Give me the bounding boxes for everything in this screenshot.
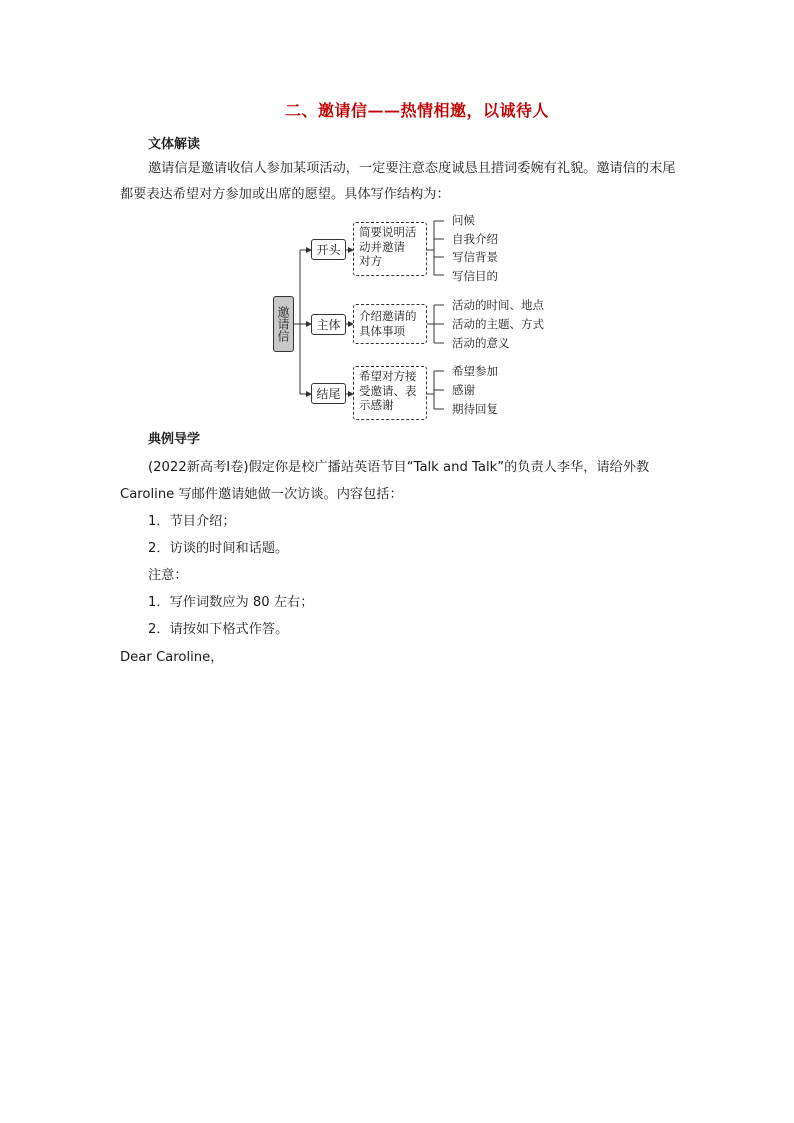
branch-node-closing: 结尾 bbox=[311, 383, 346, 404]
content-item: 1．节目介绍； bbox=[148, 514, 236, 529]
box-line: 受邀请、表 bbox=[359, 383, 417, 398]
leaf-item: 问候 bbox=[452, 213, 475, 227]
box-line: 具体事项 bbox=[359, 323, 405, 338]
leaf-item: 写信背景 bbox=[452, 250, 498, 264]
note-label: 注意： bbox=[148, 568, 188, 583]
leaf-item: 活动的主题、方式 bbox=[452, 317, 544, 331]
prompt-line-1: (2022新高考Ⅰ卷)假定你是校广播站英语节目“Talk and Talk”的负责人李华，请给外教 bbox=[148, 460, 650, 475]
diagram-root-node: 邀请信 bbox=[273, 296, 294, 352]
branch-box-body bbox=[353, 304, 427, 344]
box-line: 介绍邀请的 bbox=[359, 309, 417, 323]
prompt-line-2: Caroline 写邮件邀请她做一次访谈。内容包括： bbox=[120, 487, 403, 502]
salutation: Dear Caroline， bbox=[120, 650, 224, 665]
branch-node-opening: 开头 bbox=[311, 239, 346, 260]
leaf-item: 活动的意义 bbox=[452, 336, 510, 350]
box-line: 示感谢 bbox=[359, 398, 394, 412]
leaf-item: 希望参加 bbox=[452, 364, 498, 378]
note-item: 2．请按如下格式作答。 bbox=[148, 622, 289, 637]
section-heading-example: 典例导学 bbox=[148, 432, 201, 447]
leaf-item: 活动的时间、地点 bbox=[452, 298, 544, 312]
page-title: 二、邀请信——热情相邀，以诚待人 bbox=[284, 101, 549, 120]
genre-paragraph: 邀请信是邀请收信人参加某项活动，一定要注意态度诚恳且措词委婉有礼貌。邀请信的末尾都要表达希望对方参加或出席的愿望。具体写作结构为： bbox=[120, 161, 676, 202]
box-line: 希望对方接 bbox=[359, 369, 417, 383]
box-line: 简要说明活 bbox=[359, 225, 417, 239]
note-item: 1．写作词数应为 80 左右； bbox=[148, 595, 314, 610]
leaf-item: 写信目的 bbox=[452, 269, 498, 283]
branch-node-body: 主体 bbox=[311, 314, 346, 335]
leaf-item: 感谢 bbox=[452, 383, 475, 397]
section-heading-genre: 文体解读 bbox=[148, 137, 201, 152]
structure-diagram bbox=[262, 208, 562, 420]
box-line: 对方 bbox=[359, 254, 382, 268]
leaf-item: 期待回复 bbox=[452, 402, 498, 416]
box-line: 动并邀请 bbox=[359, 239, 405, 254]
content-item: 2．访谈的时间和话题。 bbox=[148, 541, 289, 556]
leaf-item: 自我介绍 bbox=[452, 232, 498, 246]
branch-box-opening bbox=[353, 222, 427, 276]
branch-box-closing bbox=[353, 366, 427, 420]
